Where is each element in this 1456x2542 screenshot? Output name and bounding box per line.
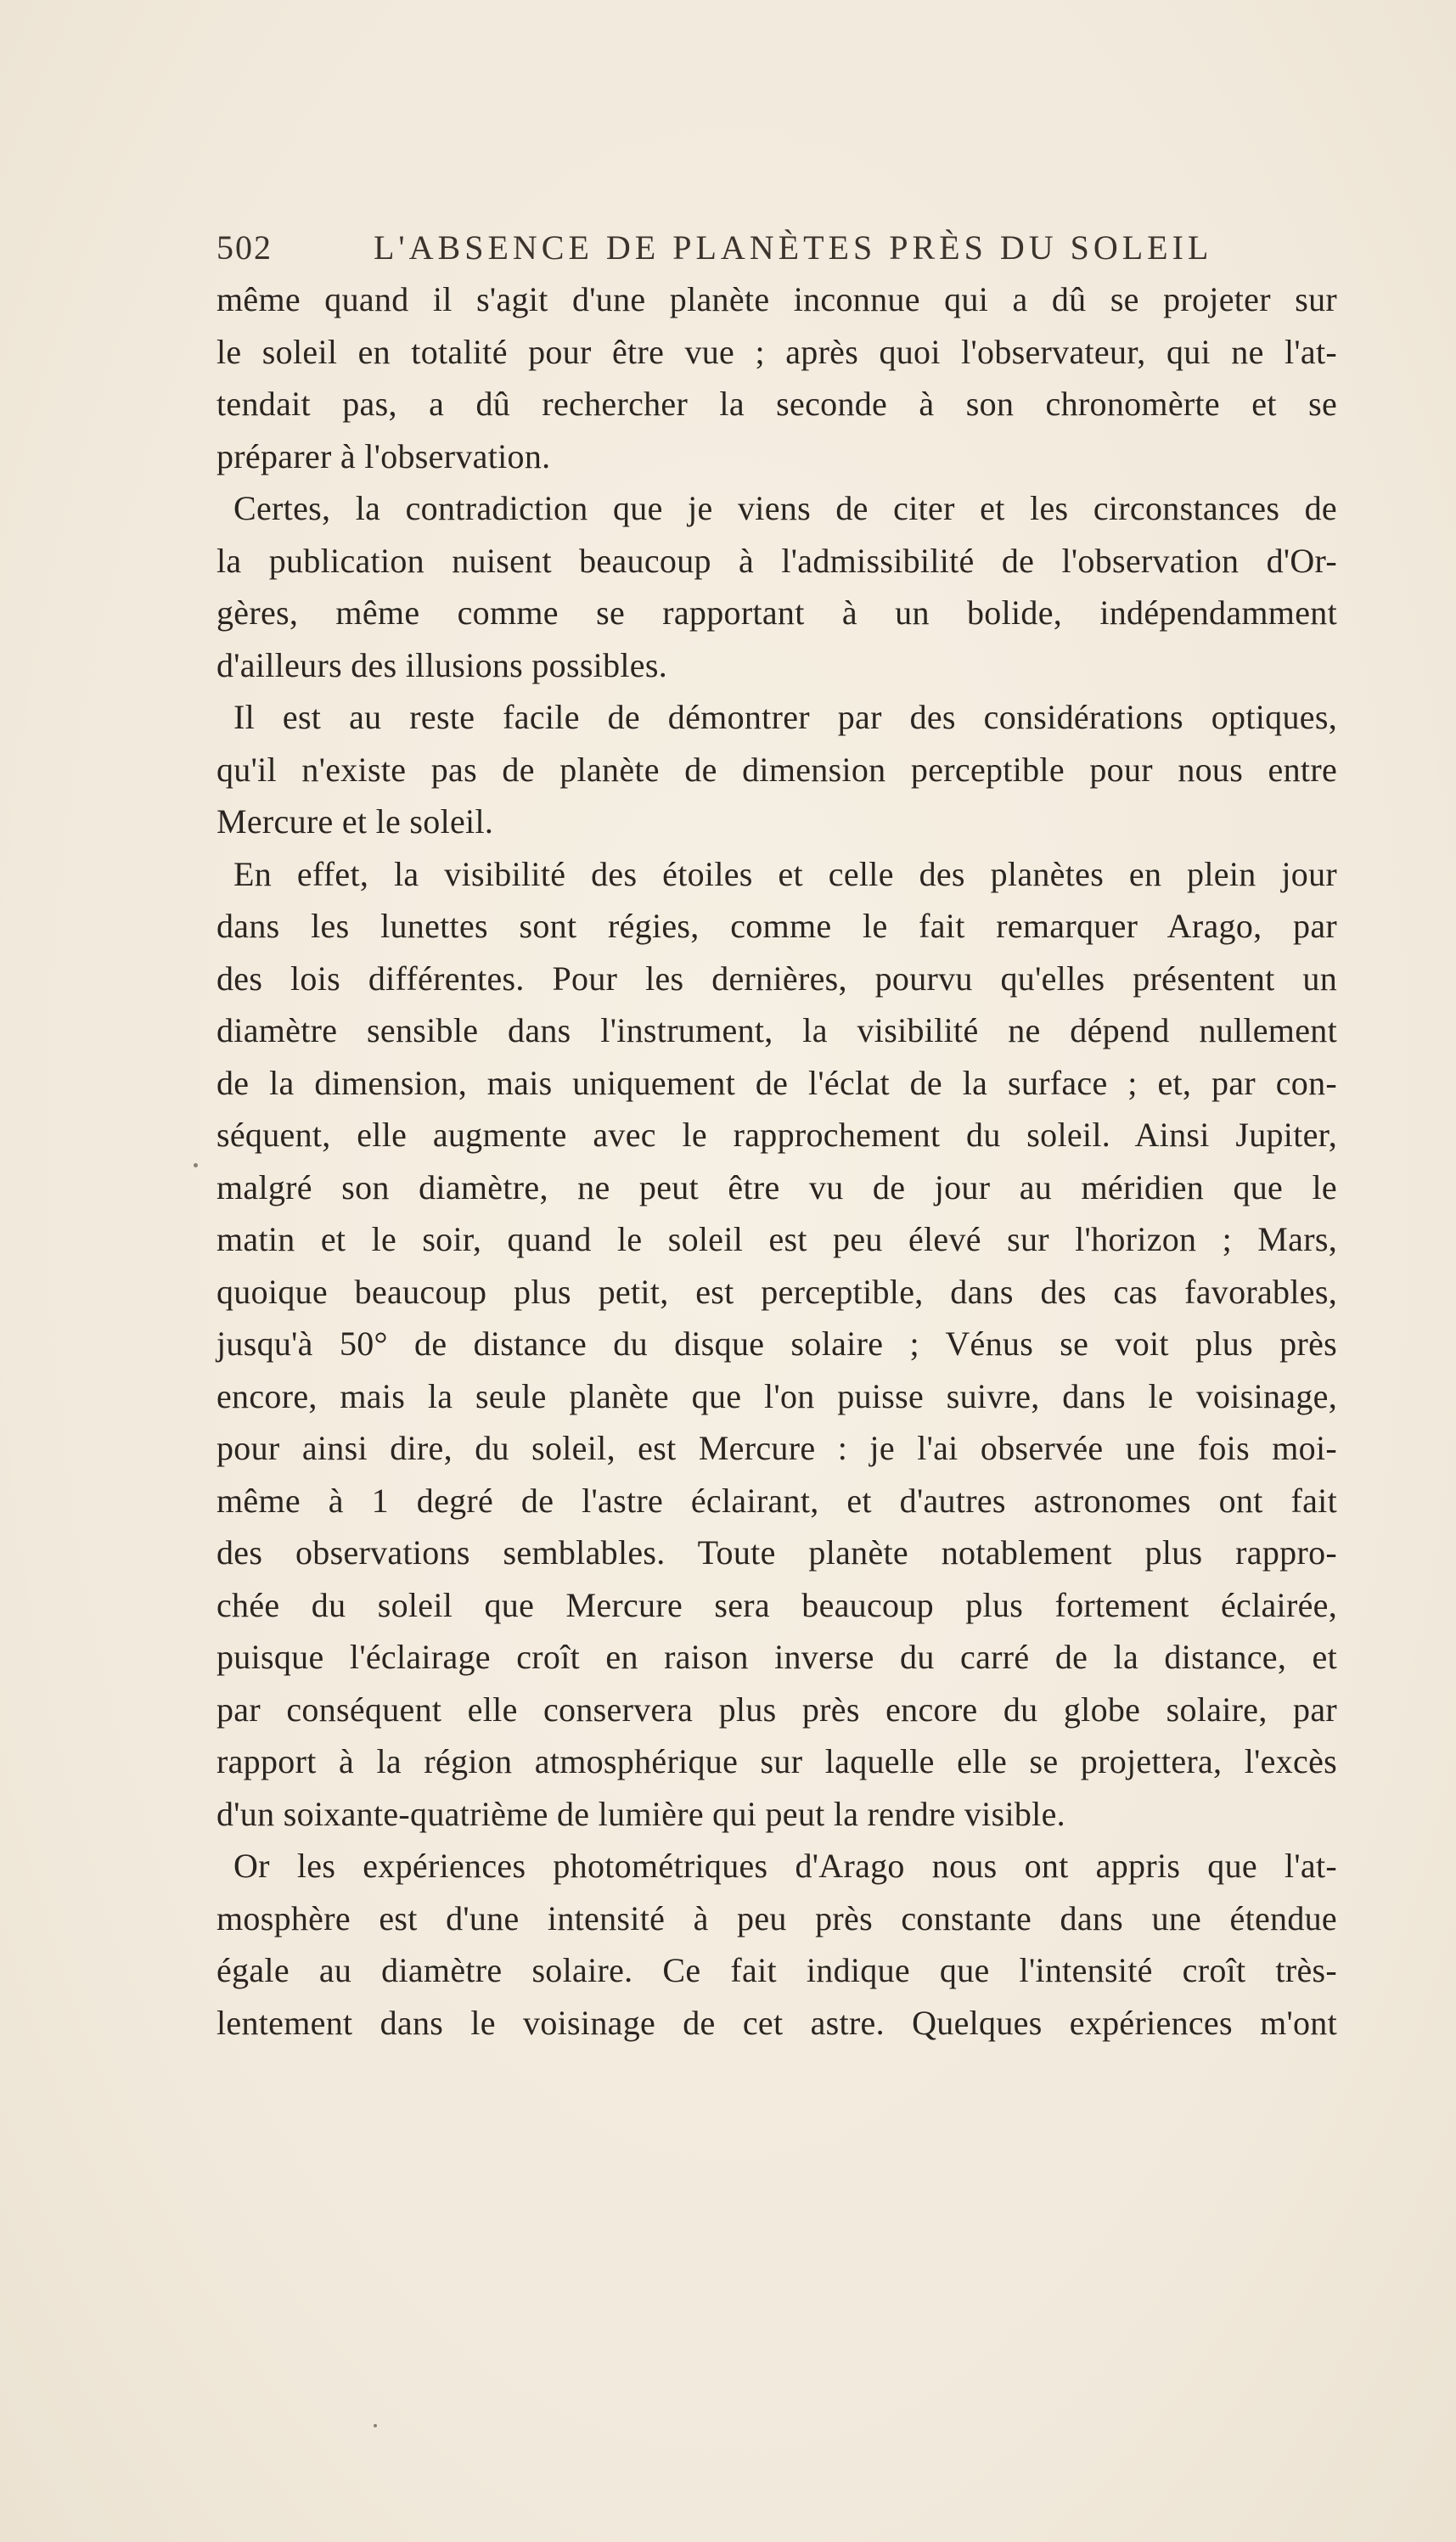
text-line: Il est au reste facile de démontrer par des considérations optiques, xyxy=(233,698,1337,736)
text-line: matin et le soir, quand le soleil est peu élevé sur l'horizon ; Mars, xyxy=(216,1220,1337,1258)
text-line: la publication nuisent beaucoup à l'admissibilité de l'observation d'Or- xyxy=(216,541,1337,580)
text-line: mosphère est d'une intensité à peu près constante dans une étendue xyxy=(216,1898,1337,1937)
text-line: diamètre sensible dans l'instrument, la visibilité ne dépend nullement xyxy=(216,1011,1337,1049)
text-line: dans les lunettes sont régies, comme le fait remarquer Arago, par xyxy=(216,907,1337,945)
text-line: préparer à l'observation. xyxy=(216,436,551,475)
text-line: encore, mais la seule planète que l'on puisse suivre, dans le voisinage, xyxy=(216,1376,1337,1415)
text-line: Certes, la contradiction que je viens de citer et les circonstances de xyxy=(233,489,1337,527)
text-line: puisque l'éclairage croît en raison inverse du carré de la distance, et xyxy=(216,1638,1337,1676)
paper-speck xyxy=(194,1163,198,1167)
running-title: L'ABSENCE DE PLANÈTES PRÈS DU SOLEIL xyxy=(374,228,1213,267)
text-line: qu'il n'existe pas de planète de dimension perceptible pour nous entre xyxy=(216,750,1337,789)
text-line: En effet, la visibilité des étoiles et celle des planètes en plein jour xyxy=(233,854,1337,893)
text-line: jusqu'à 50° de distance du disque solaire ; Vénus se voit plus près xyxy=(216,1324,1337,1363)
text-line: Or les expériences photométriques d'Arago nous ont appris que l'at- xyxy=(233,1847,1337,1885)
text-line: quoique beaucoup plus petit, est perceptible, dans des cas favorables, xyxy=(216,1272,1337,1311)
paper-speck xyxy=(374,2424,377,2427)
text-line: par conséquent elle conservera plus près encore du globe solaire, par xyxy=(216,1690,1337,1729)
page-header xyxy=(216,228,1341,270)
text-line: même quand il s'agit d'une planète inconnue qui a dû se projeter sur xyxy=(216,280,1337,318)
text-line: lentement dans le voisinage de cet astre. Quelques expériences m'ont xyxy=(216,2003,1337,2042)
text-line: gères, même comme se rapportant à un bolide, indépendamment xyxy=(216,593,1337,632)
text-line: de la dimension, mais uniquement de l'éclat de la surface ; et, par con- xyxy=(216,1063,1337,1102)
text-line: rapport à la région atmosphérique sur laquelle elle se projettera, l'excès xyxy=(216,1742,1337,1780)
page-number: 502 xyxy=(216,228,273,267)
text-line: des observations semblables. Toute planète notablement plus rappro- xyxy=(216,1533,1337,1572)
text-line: même à 1 degré de l'astre éclairant, et d'autres astronomes ont fait xyxy=(216,1481,1337,1520)
text-line: chée du soleil que Mercure sera beaucoup plus fortement éclairée, xyxy=(216,1585,1337,1624)
text-line: égale au diamètre solaire. Ce fait indique que l'intensité croît très- xyxy=(216,1951,1337,1989)
text-line: d'ailleurs des illusions possibles. xyxy=(216,645,668,684)
text-line: pour ainsi dire, du soleil, est Mercure : je l'ai observée une fois moi- xyxy=(216,1429,1337,1467)
text-line: séquent, elle augmente avec le rapprochement du soleil. Ainsi Jupiter, xyxy=(216,1116,1337,1154)
text-line: tendait pas, a dû rechercher la seconde à son chronomèrte et se xyxy=(216,385,1337,423)
text-line: d'un soixante-quatrième de lumière qui peut la rendre visible. xyxy=(216,1794,1065,1833)
text-line: le soleil en totalité pour être vue ; après quoi l'observateur, qui ne l'at- xyxy=(216,332,1337,371)
text-line: Mercure et le soleil. xyxy=(216,802,494,841)
text-line: malgré son diamètre, ne peut être vu de jour au méridien que le xyxy=(216,1167,1337,1206)
body-text xyxy=(216,273,1337,2049)
text-line: des lois différentes. Pour les dernières, pourvu qu'elles présentent un xyxy=(216,959,1337,998)
